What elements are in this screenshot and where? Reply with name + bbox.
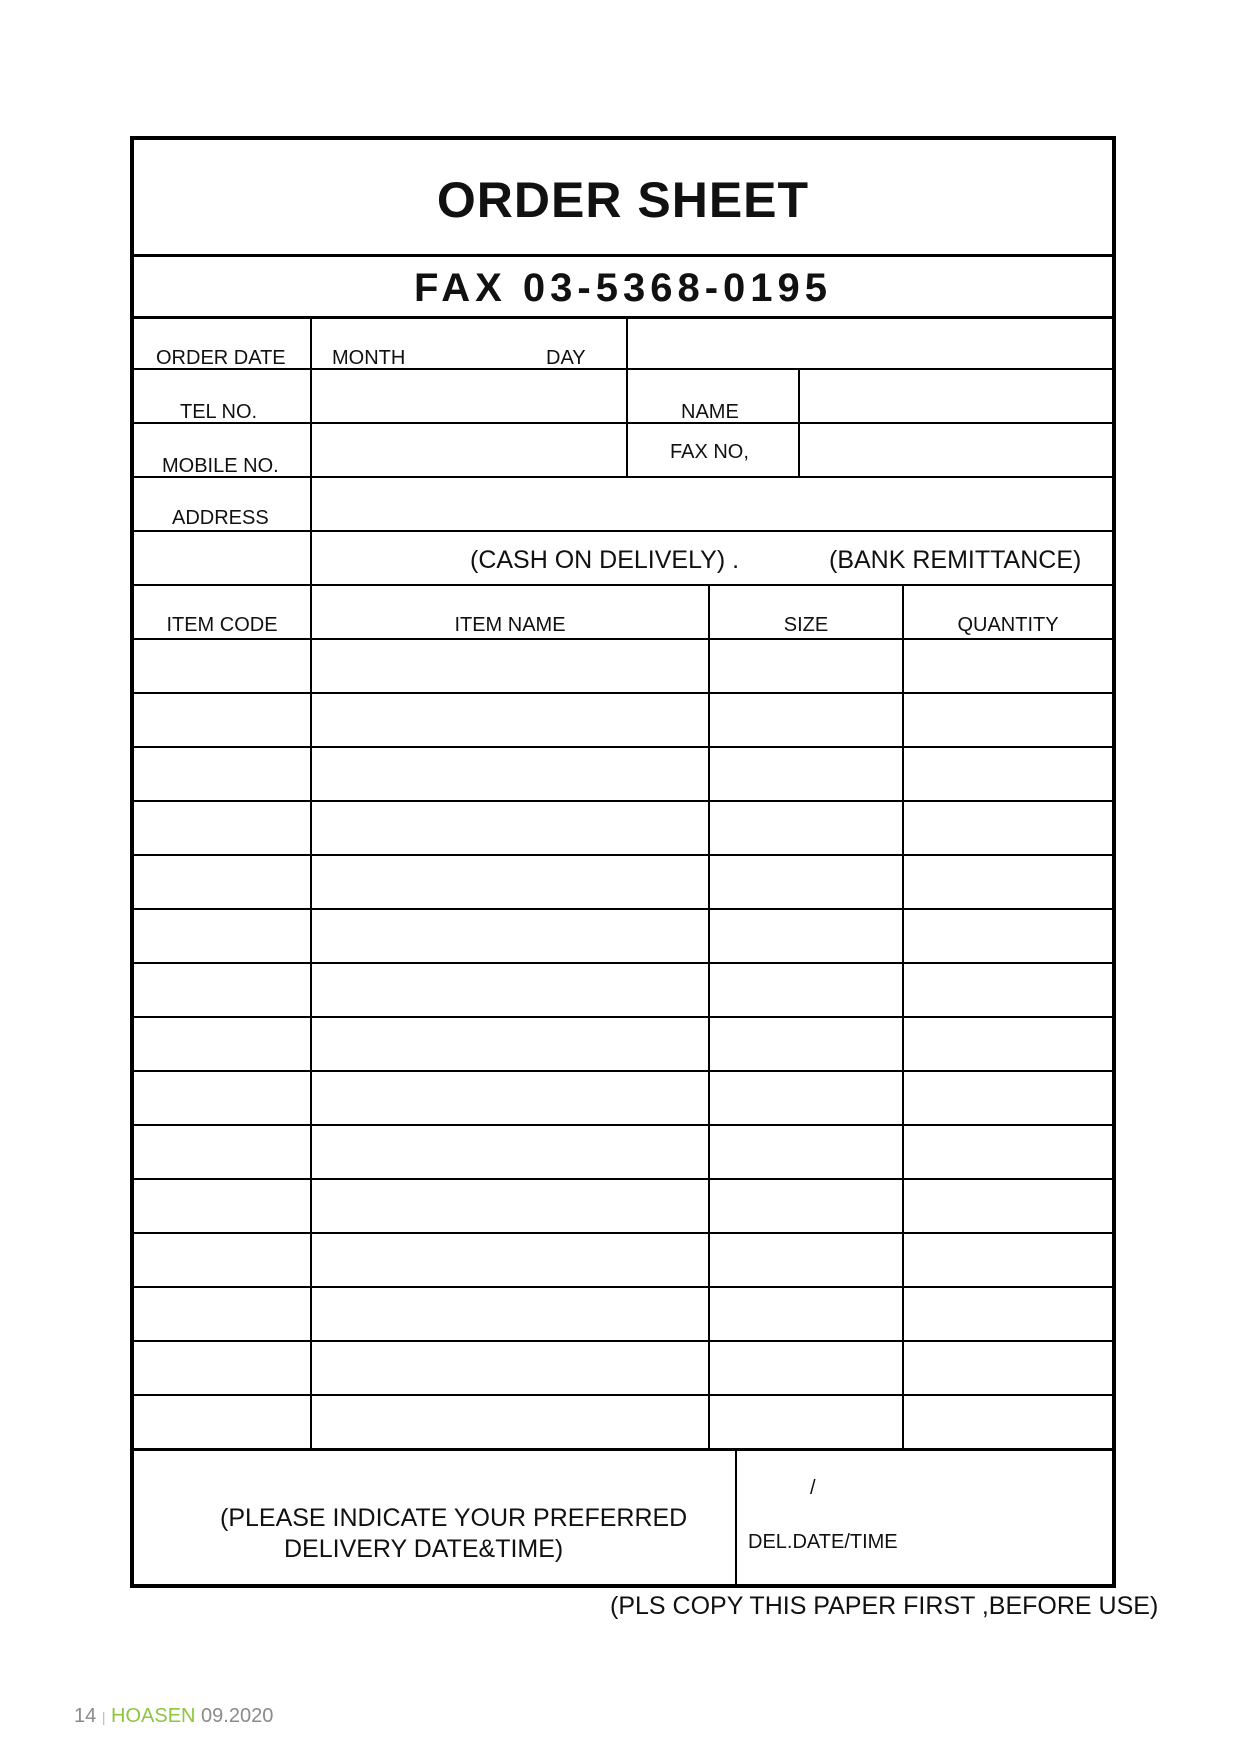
fax-divider [134, 316, 1112, 319]
table-row[interactable] [134, 856, 1112, 908]
delivery-column-line [735, 1448, 737, 1584]
form-title: ORDER SHEET [436, 172, 810, 228]
month-label: MONTH [332, 347, 406, 369]
cash-on-delivery-option: (CASH ON DELIVELY) . [470, 546, 740, 574]
order-date-label: ORDER DATE [156, 347, 286, 369]
table-row[interactable] [134, 1018, 1112, 1070]
row-divider [134, 584, 1112, 586]
table-row[interactable] [134, 1072, 1112, 1124]
row-divider [134, 530, 1112, 532]
order-sheet-form [130, 136, 1116, 1588]
table-row[interactable] [134, 1288, 1112, 1340]
item-name-header: ITEM NAME [454, 614, 566, 636]
table-row[interactable] [134, 802, 1112, 854]
page-number: 14 [74, 1705, 97, 1727]
delivery-note-line1: (PLEASE INDICATE YOUR PREFERRED [220, 1504, 688, 1532]
row-divider [134, 476, 1112, 478]
date-slash: / [810, 1477, 816, 1499]
table-row[interactable] [134, 640, 1112, 692]
footer-separator: | [101, 1709, 106, 1725]
copy-note: (PLS COPY THIS PAPER FIRST ,BEFORE USE) [610, 1592, 1159, 1620]
info-column-line [626, 316, 628, 476]
page-footer [74, 1706, 273, 1726]
delivery-divider [134, 1448, 1112, 1451]
quantity-header: QUANTITY [957, 614, 1059, 636]
mobile-label: MOBILE NO. [162, 455, 279, 477]
table-row[interactable] [134, 1234, 1112, 1286]
delivery-note-line2: DELIVERY DATE&TIME) [284, 1535, 564, 1563]
table-row[interactable] [134, 1342, 1112, 1394]
info-column-line [798, 368, 800, 478]
row-divider [134, 422, 1112, 424]
fax-no-label: FAX NO, [670, 441, 749, 463]
table-row[interactable] [134, 694, 1112, 746]
table-row[interactable] [134, 910, 1112, 962]
day-label: DAY [546, 347, 586, 369]
label-column-line [310, 316, 312, 584]
address-label: ADDRESS [172, 507, 269, 529]
fax-number: FAX 03-5368-0195 [413, 266, 832, 310]
name-label: NAME [681, 401, 739, 423]
title-divider [134, 254, 1112, 257]
size-header: SIZE [783, 614, 829, 636]
table-row[interactable] [134, 1126, 1112, 1178]
brand-name: HOASEN [111, 1705, 196, 1727]
bank-remittance-option: (BANK REMITTANCE) [829, 546, 1082, 574]
tel-label: TEL NO. [180, 401, 258, 423]
table-row[interactable] [134, 964, 1112, 1016]
table-row[interactable] [134, 1396, 1112, 1448]
table-row[interactable] [134, 748, 1112, 800]
item-code-header: ITEM CODE [166, 614, 278, 636]
footer-date: 09.2020 [201, 1705, 274, 1727]
del-date-time-label: DEL.DATE/TIME [748, 1531, 898, 1553]
table-row[interactable] [134, 1180, 1112, 1232]
